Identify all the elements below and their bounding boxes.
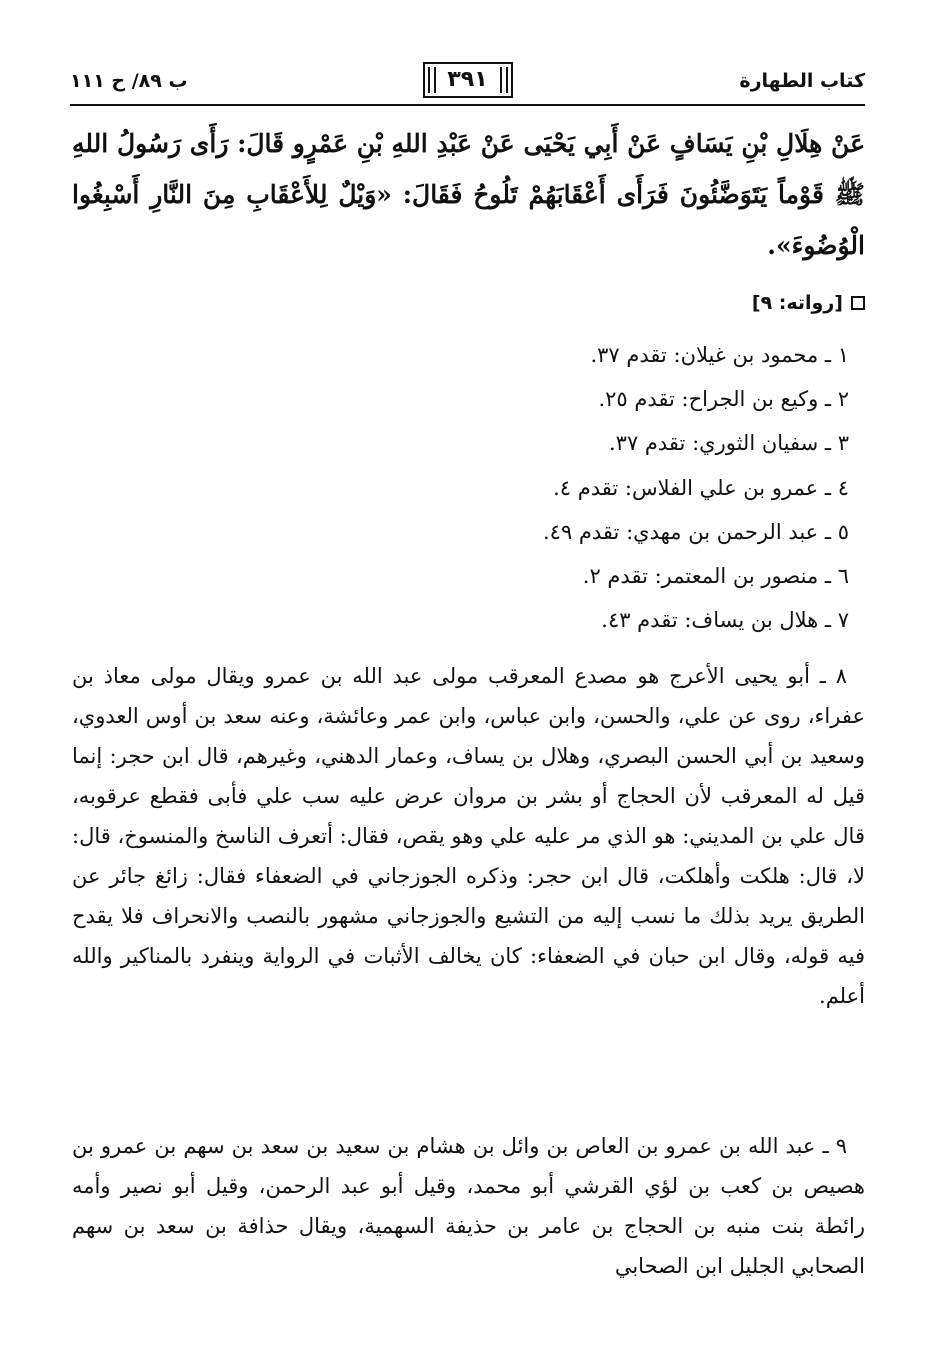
narrator-item: ٢ ـ وكيع بن الجراح: تقدم ٢٥. bbox=[598, 387, 849, 412]
narrator-item: ٧ ـ هلال بن يساف: تقدم ٤٣. bbox=[601, 608, 849, 633]
narrator-item: ٤ ـ عمرو بن علي الفلاس: تقدم ٤. bbox=[553, 475, 849, 500]
running-header bbox=[70, 62, 865, 102]
narrator-9-biography: ٩ ـ عبد الله بن عمرو بن العاص بن وائل بن هشام بن سعيد بن سعد بن سهم بن عمرو بن هصيص بن كعب بن لؤي القرشي أبو محمد، وقيل أبو عبد الرحمن، وقيل أبو نصير وأمه رائطة بنت منبه بن الحجاج بن عامر بن حذيفة السهمية، ويقال حذافة بن سعد بن سهم الصحابي الجليل ابن الصحابي bbox=[72, 1134, 865, 1278]
narrator-item: ٦ ـ منصور بن المعتمر: تقدم ٢. bbox=[582, 563, 849, 588]
narrator-item: ١ ـ محمود بن غيلان: تقدم ٣٧. bbox=[590, 343, 849, 367]
narrators-heading bbox=[752, 292, 865, 314]
header-rule bbox=[70, 104, 865, 106]
narrator-8-biography: ٨ ـ أبو يحيى الأعرج هو مصدع المعرقب مولى عبد الله بن عمرو ويقال مولى معاذ بن عفراء، روى عن علي، والحسن، وابن عباس، وابن عمر وعائشة، وعنه سعد بن أوس العدوي، وسعيد بن أبي الحسن البصري، وهلال بن يساف، وعمار الدهني، وغيرهم، قال ابن حجر: إنما قيل له المعرقب لأن الحجاج أو بشر بن مروان عرض عليه سب علي فأبى فقطع عرقوبه، قال علي بن المديني: هو الذي مر عليه علي وهو يقص، فقال: أتعرف الناسخ والمنسوخ، قال: لا، قال: هلكت وأهلكت، قال ابن حجر: وذكره الجوزجاني في الضعفاء فقال: زائغ جائر عن الطريق يريد بذلك ما نسب إليه من التشيع والجوزجاني مشهور بالنصب والانحراف فلا يقدح فيه قوله، وقال ابن حبان في الضعفاء: كان يخالف الأثبات في الرواية وينفرد بالمناكير والله أعلم. bbox=[72, 664, 865, 1008]
square-bullet-icon bbox=[851, 296, 865, 310]
hadith-text: عَنْ هِلَالِ بْنِ يَسَافٍ عَنْ أَبِي يَحْيَى عَنْ عَبْدِ اللهِ بْنِ عَمْرٍو قَالَ: رَأَى رَسُولُ اللهِ ﷺ قَوْماً يَتَوَضَّئُونَ فَرَأَى أَعْقَابَهُمْ تَلُوحُ فَقَالَ: «وَيْلٌ لِلأَعْقَابِ مِنَ النَّارِ أَسْبِغُوا الْوُضُوءَ». bbox=[72, 129, 865, 260]
page-number: ٣٩١ bbox=[423, 62, 513, 98]
narrators-list bbox=[149, 333, 849, 642]
chapter-reference: ب ٨٩/ ح ١١١ bbox=[70, 70, 188, 92]
narrator-item: ٥ ـ عبد الرحمن بن مهدي: تقدم ٤٩. bbox=[542, 519, 849, 544]
narrator-item: ٣ ـ سفيان الثوري: تقدم ٣٧. bbox=[608, 431, 849, 456]
narrators-heading-label: [رواته: ٩] bbox=[751, 292, 843, 314]
book-title: كتاب الطهارة bbox=[739, 70, 865, 92]
